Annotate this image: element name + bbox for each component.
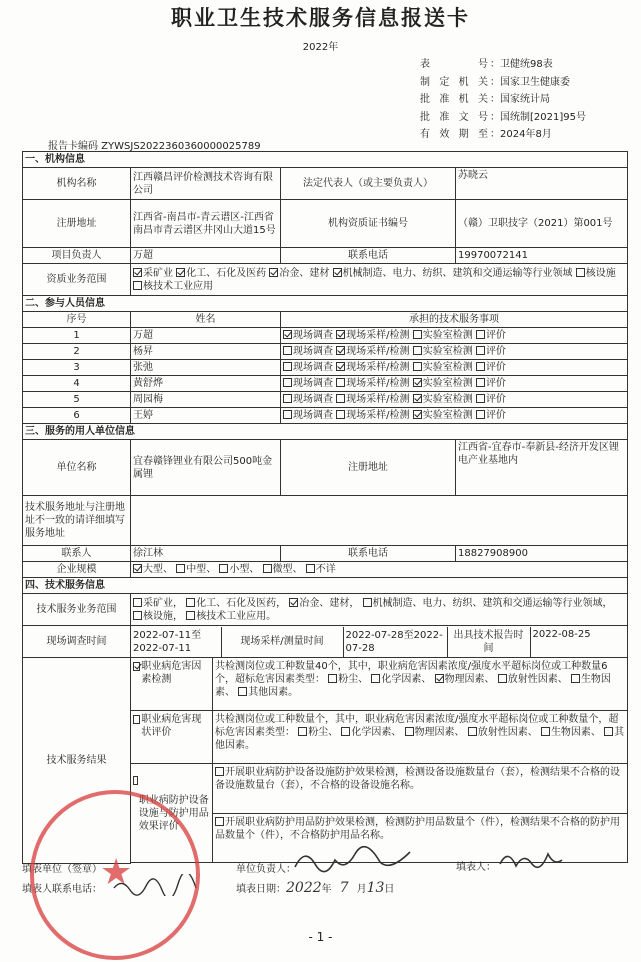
r1-type-checkbox[interactable] <box>328 674 337 683</box>
staff-row <box>23 344 628 360</box>
r2-type: 物理因素、 <box>414 727 465 738</box>
task-checkbox[interactable] <box>336 346 345 355</box>
size-option: 不详 <box>315 564 336 575</box>
r2-type-checkbox[interactable] <box>468 727 477 736</box>
task-checkbox[interactable] <box>476 378 485 387</box>
filler-phone-label: 填表人联系电话： <box>22 884 102 895</box>
fill-date-year-suffix: 年 <box>321 884 332 895</box>
task-label: 现场调查 <box>293 362 333 373</box>
size-option: 中型 <box>186 564 207 575</box>
org-phone-value: 19970072141 <box>456 248 628 264</box>
task-checkbox[interactable] <box>413 410 422 419</box>
task-checkbox[interactable] <box>283 394 292 403</box>
scope-option: 核设施 <box>585 267 616 279</box>
scope-option: 冶金、建材 <box>279 267 330 279</box>
fill-date-month: 7 <box>339 880 349 896</box>
cert-value: （赣）卫职技字（2021）第001号 <box>456 200 628 248</box>
report-time-value: 2022-08-25 <box>532 628 591 640</box>
scope-option: 化工、石化及医药 <box>186 267 267 279</box>
task-checkbox[interactable] <box>336 362 345 371</box>
task-checkbox[interactable] <box>413 378 422 387</box>
task-label: 现场采样/检测 <box>346 378 410 389</box>
task-label: 现场采样/检测 <box>346 362 410 373</box>
scope-checkbox[interactable] <box>269 268 278 277</box>
r1-type: 粉尘、 <box>338 674 369 685</box>
task-label: 现场调查 <box>293 330 333 341</box>
staff-row <box>23 328 628 344</box>
result-1-checkbox[interactable] <box>133 662 140 671</box>
task-checkbox[interactable] <box>336 378 345 387</box>
service-address-label: 技术服务地址与注册地址不一致的请详细填写服务地址 <box>23 496 131 546</box>
r2-type: 生物因素、 <box>550 727 601 738</box>
org-address-label: 注册地址 <box>23 200 131 248</box>
r2-type-checkbox[interactable] <box>541 727 550 736</box>
staff-tasks <box>281 376 628 392</box>
staff-no: 2 <box>23 344 131 360</box>
r2-type: 放射性因素、 <box>477 727 538 738</box>
meta-key: 表 号 <box>420 59 488 70</box>
contact-value: 徐江林 <box>131 546 281 562</box>
task-checkbox[interactable] <box>336 394 345 403</box>
lead-value: 万超 <box>131 248 281 264</box>
field-option: 冶金、建材， <box>299 597 360 609</box>
staff-name: 周园梅 <box>131 392 281 408</box>
staff-no: 6 <box>23 408 131 424</box>
size-checkbox[interactable] <box>219 564 228 573</box>
staff-tasks <box>281 344 628 360</box>
meta-value: 2024年8月 <box>500 129 552 140</box>
result-1-label: 职业病危害因素检测 <box>141 661 202 685</box>
staff-header-no: 序号 <box>23 312 131 328</box>
size-options: 大型、 中型、 小型、 微型、 不详 <box>131 562 628 578</box>
fill-date-year: 2022 <box>286 880 322 896</box>
staff-header-tasks: 承担的技术服务事项 <box>281 312 628 328</box>
task-checkbox[interactable] <box>413 394 422 403</box>
result-3a <box>213 764 627 814</box>
unit-phone-value: 18827908900 <box>456 546 628 562</box>
field-option: 机械制造、电力、纺织、建筑和交通运输等行业领域， <box>372 597 613 609</box>
size-option: 小型 <box>229 564 250 575</box>
task-label: 现场采样/检测 <box>346 410 410 421</box>
task-checkbox[interactable] <box>476 410 485 419</box>
survey-time-label: 现场调查时间 <box>23 626 131 658</box>
field-option: 核技术工业应用。 <box>196 610 277 622</box>
unit-name-value: 宜春赣锋锂业有限公司500吨金属锂 <box>131 440 281 496</box>
lead-label: 项目负责人 <box>23 248 131 264</box>
task-checkbox[interactable] <box>476 394 485 403</box>
scope-checkbox[interactable] <box>176 268 185 277</box>
r2-type-checkbox[interactable] <box>604 727 613 736</box>
field-checkbox[interactable] <box>289 598 298 607</box>
result-2-text: 共检测岗位或工种数量个，其中，职业病危害因素浓度/强度水平超标岗位或工种数量个，超标危害因素类型： <box>215 714 619 738</box>
legal-rep-value: 苏晓云 <box>456 168 628 200</box>
task-label: 现场采样/检测 <box>346 346 410 357</box>
staff-header-name: 姓名 <box>131 312 281 328</box>
fill-date-month-suffix: 月 <box>356 884 367 895</box>
task-label: 评价 <box>485 394 506 405</box>
result-2-label: 职业病危害现状评价 <box>141 714 202 738</box>
result-1-text-cell <box>213 658 627 710</box>
field-checkbox[interactable] <box>363 598 372 607</box>
scope-option: 机械制造、电力、纺织、建筑和交通运输等行业领域 <box>342 267 573 279</box>
seal-star-icon: ★ <box>100 852 133 893</box>
field-checkbox[interactable] <box>133 611 142 620</box>
staff-row <box>23 408 628 424</box>
task-label: 现场调查 <box>293 346 333 357</box>
sampling-time-value: 2022-07-28至2022-07-28 <box>343 627 447 657</box>
result-3a-text: 开展职业病防护设备设施防护效果检测，检测设备设施数量台（套），检测结果不合格的设备设施数量台（套），不合格的设备设施名称。 <box>215 767 620 791</box>
result-label: 技术服务结果 <box>23 658 131 864</box>
staff-no: 3 <box>23 360 131 376</box>
unit-address-label: 注册地址 <box>281 440 456 496</box>
field-checkbox[interactable] <box>133 598 142 607</box>
r1-type: 放射性因素、 <box>507 674 568 685</box>
task-checkbox[interactable] <box>283 346 292 355</box>
r1-type: 化学因素、 <box>381 674 432 685</box>
result-1 <box>131 658 628 711</box>
staff-rows <box>23 328 628 424</box>
staff-name: 杨昇 <box>131 344 281 360</box>
sampling-time-label: 现场采样/测量时间 <box>221 627 343 657</box>
result-3-checkbox[interactable] <box>133 776 138 785</box>
result-3-label: 职业病防护设备设施与防护用品效果评价 <box>138 794 209 832</box>
task-label: 实验室检测 <box>422 394 473 405</box>
task-checkbox[interactable] <box>283 362 292 371</box>
meta-key: 批准文号 <box>420 111 488 123</box>
meta-key: 批准机关 <box>420 94 488 105</box>
size-checkbox[interactable] <box>263 564 272 573</box>
task-label: 现场调查 <box>293 410 333 421</box>
r1-type: 生物因素、 <box>215 674 611 698</box>
report-time-label: 出具技术报告时间 <box>447 627 530 657</box>
filler-signature <box>496 846 566 876</box>
staff-name: 黄舒烨 <box>131 376 281 392</box>
meta-key: 制定机关 <box>420 76 488 88</box>
size-checkbox[interactable] <box>306 564 315 573</box>
staff-name: 王婷 <box>131 408 281 424</box>
task-label: 现场采样/检测 <box>346 394 410 405</box>
r2-type: 化学因素、 <box>351 727 402 738</box>
time-subtable <box>131 627 628 657</box>
scope-option: 采矿业 <box>143 267 173 279</box>
staff-no: 4 <box>23 376 131 392</box>
scope-checkbox[interactable] <box>333 268 342 277</box>
field-label: 技术服务业务范围 <box>23 594 131 626</box>
field-options <box>131 594 628 626</box>
result-3a-checkbox[interactable] <box>215 767 224 776</box>
result-2 <box>131 711 628 764</box>
unit-head-label: 单位负责人： <box>236 864 296 875</box>
size-checkbox[interactable] <box>176 564 185 573</box>
org-address-value: 江西省-南昌市-青云谱区-江西省南昌市青云谱区井冈山大道15号 <box>131 200 281 248</box>
section-employer-title: 三、服务的用人单位信息 <box>23 424 628 440</box>
task-label: 评价 <box>485 330 506 341</box>
task-checkbox[interactable] <box>283 410 292 419</box>
unit-phone-label: 联系电话 <box>281 546 456 562</box>
task-label: 实验室检测 <box>422 410 473 421</box>
r1-type-checkbox[interactable] <box>571 674 580 683</box>
task-checkbox[interactable] <box>413 346 422 355</box>
result-1-text: 共检测岗位或工种数量40个，其中，职业病危害因素浓度/强度水平超标岗位或工种数量6个，超标危害因素类型： <box>215 661 608 685</box>
field-checkbox[interactable] <box>186 611 195 620</box>
task-label: 评价 <box>485 410 506 421</box>
staff-no: 5 <box>23 392 131 408</box>
r1-type-checkbox[interactable] <box>371 674 380 683</box>
meta-value: 国统制[2021]95号 <box>500 111 586 123</box>
task-label: 现场调查 <box>293 394 333 405</box>
report-code: 报告卡编码 ZYWSJS2022360360000025789 <box>48 141 261 152</box>
staff-row <box>23 392 628 408</box>
result-2-text-cell <box>213 711 627 763</box>
org-name-value: 江西赣昌评价检测技术咨询有限公司 <box>131 168 281 200</box>
form-year: 2022年 <box>302 42 339 53</box>
scope-checkbox[interactable] <box>133 268 142 277</box>
task-checkbox[interactable] <box>336 410 345 419</box>
task-checkbox[interactable] <box>476 362 485 371</box>
r1-type: 物理因素、 <box>444 674 495 685</box>
staff-tasks <box>281 408 628 424</box>
staff-row <box>23 376 628 392</box>
task-checkbox[interactable] <box>413 330 422 339</box>
task-label: 实验室检测 <box>422 346 473 357</box>
scope-options <box>131 264 628 296</box>
result-2-label-cell <box>131 711 213 763</box>
staff-tasks <box>281 360 628 376</box>
scope-checkbox[interactable] <box>133 281 142 290</box>
fill-date-day-suffix: 日 <box>384 884 395 895</box>
unit-head-signature <box>290 842 420 878</box>
r1-type-checkbox[interactable] <box>435 674 444 683</box>
r1-type: 其他因素。 <box>248 687 299 698</box>
task-label: 实验室检测 <box>422 330 473 341</box>
field-checkbox[interactable] <box>186 598 195 607</box>
task-checkbox[interactable] <box>476 330 485 339</box>
task-label: 实验室检测 <box>422 378 473 389</box>
service-address-value <box>131 496 628 546</box>
task-checkbox[interactable] <box>336 330 345 339</box>
r2-type: 其他因素。 <box>215 727 625 751</box>
legal-rep-label: 法定代表人（或主要负责人） <box>281 168 456 200</box>
size-option: 微型 <box>272 564 293 575</box>
fill-date <box>236 880 394 896</box>
r2-type-checkbox[interactable] <box>298 727 307 736</box>
form-meta: 表 号 ： 卫健统98表 制定机关 ： 国家卫生健康委 批准机关 ： 国家统计局 批准文号 ： 国统制[2021]95号 有效期至 ： 2024年8月 <box>420 56 586 144</box>
task-label: 实验室检测 <box>422 362 473 373</box>
r2-type: 粉尘、 <box>308 727 339 738</box>
result-3b-text: 开展职业病防护用品防护效果检测，检测防护用品数量个（件），检测结果不合格的防护用品数量个（件），不合格防护用品名称。 <box>215 816 620 841</box>
fill-date-label: 填表日期： <box>236 884 286 895</box>
task-label: 评价 <box>485 346 506 357</box>
section-org-title: 一、机构信息 <box>23 152 628 168</box>
scope-checkbox[interactable] <box>576 268 585 277</box>
task-checkbox[interactable] <box>283 330 292 339</box>
meta-value: 国家统计局 <box>500 94 550 105</box>
survey-time-value: 2022-07-11至2022-07-11 <box>131 627 221 657</box>
field-option: 化工、石化及医药， <box>196 597 287 609</box>
staff-tasks <box>281 392 628 408</box>
filler-label: 填表人： <box>456 862 496 873</box>
scope-label: 资质业务范围 <box>23 264 131 296</box>
field-option: 核设施， <box>143 610 183 622</box>
size-label: 企业规模 <box>23 562 131 578</box>
size-option: 大型 <box>143 564 163 575</box>
filler-unit-label: 填表单位（签章） <box>22 864 102 875</box>
meta-value: 卫健统98表 <box>500 59 553 70</box>
scope-option: 核技术工业应用 <box>143 280 213 292</box>
staff-name: 万超 <box>131 328 281 344</box>
r1-type-checkbox[interactable] <box>498 674 507 683</box>
task-checkbox[interactable] <box>413 362 422 371</box>
org-name-label: 机构名称 <box>23 168 131 200</box>
cert-label: 机构资质证书编号 <box>281 200 456 248</box>
result-1-label-cell <box>131 658 213 710</box>
form-title: 职业卫生技术服务信息报送卡 <box>171 6 470 30</box>
staff-name: 张弛 <box>131 360 281 376</box>
fill-date-day: 13 <box>366 880 385 896</box>
r2-type-checkbox[interactable] <box>341 727 350 736</box>
unit-name-label: 单位名称 <box>23 440 131 496</box>
section-service-title: 四、技术服务信息 <box>23 578 628 594</box>
result-3b-checkbox[interactable] <box>215 817 224 826</box>
info-form <box>22 151 628 864</box>
task-label: 现场采样/检测 <box>346 330 410 341</box>
task-label: 评价 <box>485 378 506 389</box>
size-checkbox[interactable] <box>133 564 142 573</box>
meta-value: 国家卫生健康委 <box>500 76 570 88</box>
result-2-checkbox[interactable] <box>133 715 140 724</box>
staff-row <box>23 360 628 376</box>
task-checkbox[interactable] <box>283 378 292 387</box>
time-row <box>131 626 628 658</box>
meta-key: 有效期至 <box>420 129 488 140</box>
org-phone-label: 联系电话 <box>281 248 456 264</box>
staff-no: 1 <box>23 328 131 344</box>
page-number: - 1 - <box>308 930 333 944</box>
field-option: 采矿业， <box>143 597 183 609</box>
contact-label: 联系人 <box>23 546 131 562</box>
r1-type-checkbox[interactable] <box>238 687 247 696</box>
section-staff-title: 二、参与人员信息 <box>23 296 628 312</box>
unit-address-value: 江西省-宜春市-奉新县-经济开发区锂电产业基地内 <box>456 440 628 496</box>
staff-tasks <box>281 328 628 344</box>
r2-type-checkbox[interactable] <box>405 727 414 736</box>
task-label: 评价 <box>485 362 506 373</box>
task-checkbox[interactable] <box>476 346 485 355</box>
task-label: 现场调查 <box>293 378 333 389</box>
